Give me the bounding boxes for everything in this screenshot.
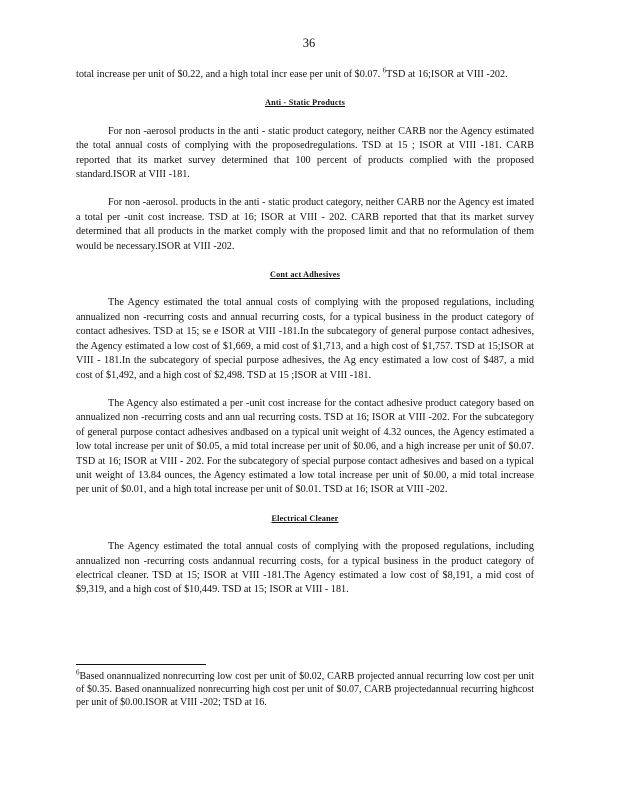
intro-citation: TSD at 16;ISOR at VIII -202. bbox=[386, 69, 508, 80]
document-body bbox=[76, 68, 534, 612]
electrical-cleaner-paragraph-1: The Agency estimated the total annual costs of complying with the proposed regulations, including annualized non -recurring costs andannual recurring costs, for a typical business in the product category of electrical cleaner. TSD at 15; ISOR at VIII -181.The Agency estimated a low cost of $8,191, a mid cost of $9,319, and a high cost of $10,449. TSD at 15; ISOR at VIII - 181. bbox=[76, 541, 534, 596]
section-heading-electrical-cleaner: Electrical Cleaner bbox=[271, 513, 339, 523]
section-heading-contact-adhesives: Cont act Adhesives bbox=[269, 270, 340, 280]
intro-paragraph bbox=[76, 68, 534, 82]
anti-static-paragraph-2: For non -aerosol. products in the anti - static product category, neither CARB nor the Agency est imated a total per -unit cost increase. TSD at 16; ISOR at VIII - 202. CARB reported that that its market survey determined that all products in the market comply with the proposed limit and that no reformulation of them would be necessary.ISOR at VIII -202. bbox=[76, 197, 534, 252]
footnote bbox=[76, 670, 534, 709]
page-number: 36 bbox=[302, 36, 316, 50]
footnote-reference: 6 bbox=[382, 66, 387, 75]
contact-adhesives-paragraph-1: The Agency estimated the total annual costs of complying with the proposed regulations, including annualized non -recurring costs and annual recurring costs, for a typical business in the product category of contact adhesives. TSD at 15; se e ISOR at VIII -181.In the subcategory of general purpose contact adhesives, the Agency estimated a low cost of $1,669, a mid cost of $1,713, and a high cost of $1,757. TSD at 15;ISOR at VIII - 181.In the subcategory of special purpose adhesives, the Ag ency estimated a low cost of $487, a mid cost of $1,492, and a high cost of $2,498. TSD at 15 ;ISOR at VIII -181. bbox=[76, 297, 534, 381]
footnote-mark: 6 bbox=[76, 668, 80, 677]
intro-text: total increase per unit of $0.22, and a high total incr ease per unit of $0.07. bbox=[76, 69, 381, 80]
footnote-divider bbox=[76, 664, 206, 665]
contact-adhesives-paragraph-2: The Agency also estimated a per -unit cost increase for the contact adhesive product category based on annualized non -recurring costs and ann ual recurring costs. TSD at 16; ISOR at VIII -202. For the subcategory of general purpose contact adhesives andbased on a typical unit weight of 4.32 ounces, the Agency estimated a low total increase per unit of $0.05, a mid total increase per unit of $0.06, and a high increase per unit of $0.07. TSD at 16; ISOR at VIII - 202. For the subcategory of special purpose contact adhesives and based on a typical unit weight of 13.84 ounces, the Agency estimated a low total increase per unit of $0.00, a mid total increase per unit of $0.01, and a high total increase per unit of $0.01. TSD at 16; ISOR at VIII -202. bbox=[76, 397, 534, 496]
anti-static-paragraph-1: For non -aerosol products in the anti - static product category, neither CARB nor the Agency estimated the total annual costs of complying with the proposedregulations. TSD at 15 ; ISOR at VIII -181. CARB reported that its market survey determined that 100 percent of products complied with the proposed standard.ISOR at VIII -181. bbox=[76, 125, 534, 181]
section-heading-anti-static: Anti - Static Products bbox=[265, 98, 345, 108]
footnote-text: Based onannualized nonrecurring low cost per unit of $0.02, CARB projected annual recurring low cost per unit of $0.35. Based onannualized nonrecurring high cost per unit of $0.07, CARB projectedannual recurring highcost per unit of $0.00.ISOR at VIII -202; TSD at 16. bbox=[76, 671, 534, 708]
